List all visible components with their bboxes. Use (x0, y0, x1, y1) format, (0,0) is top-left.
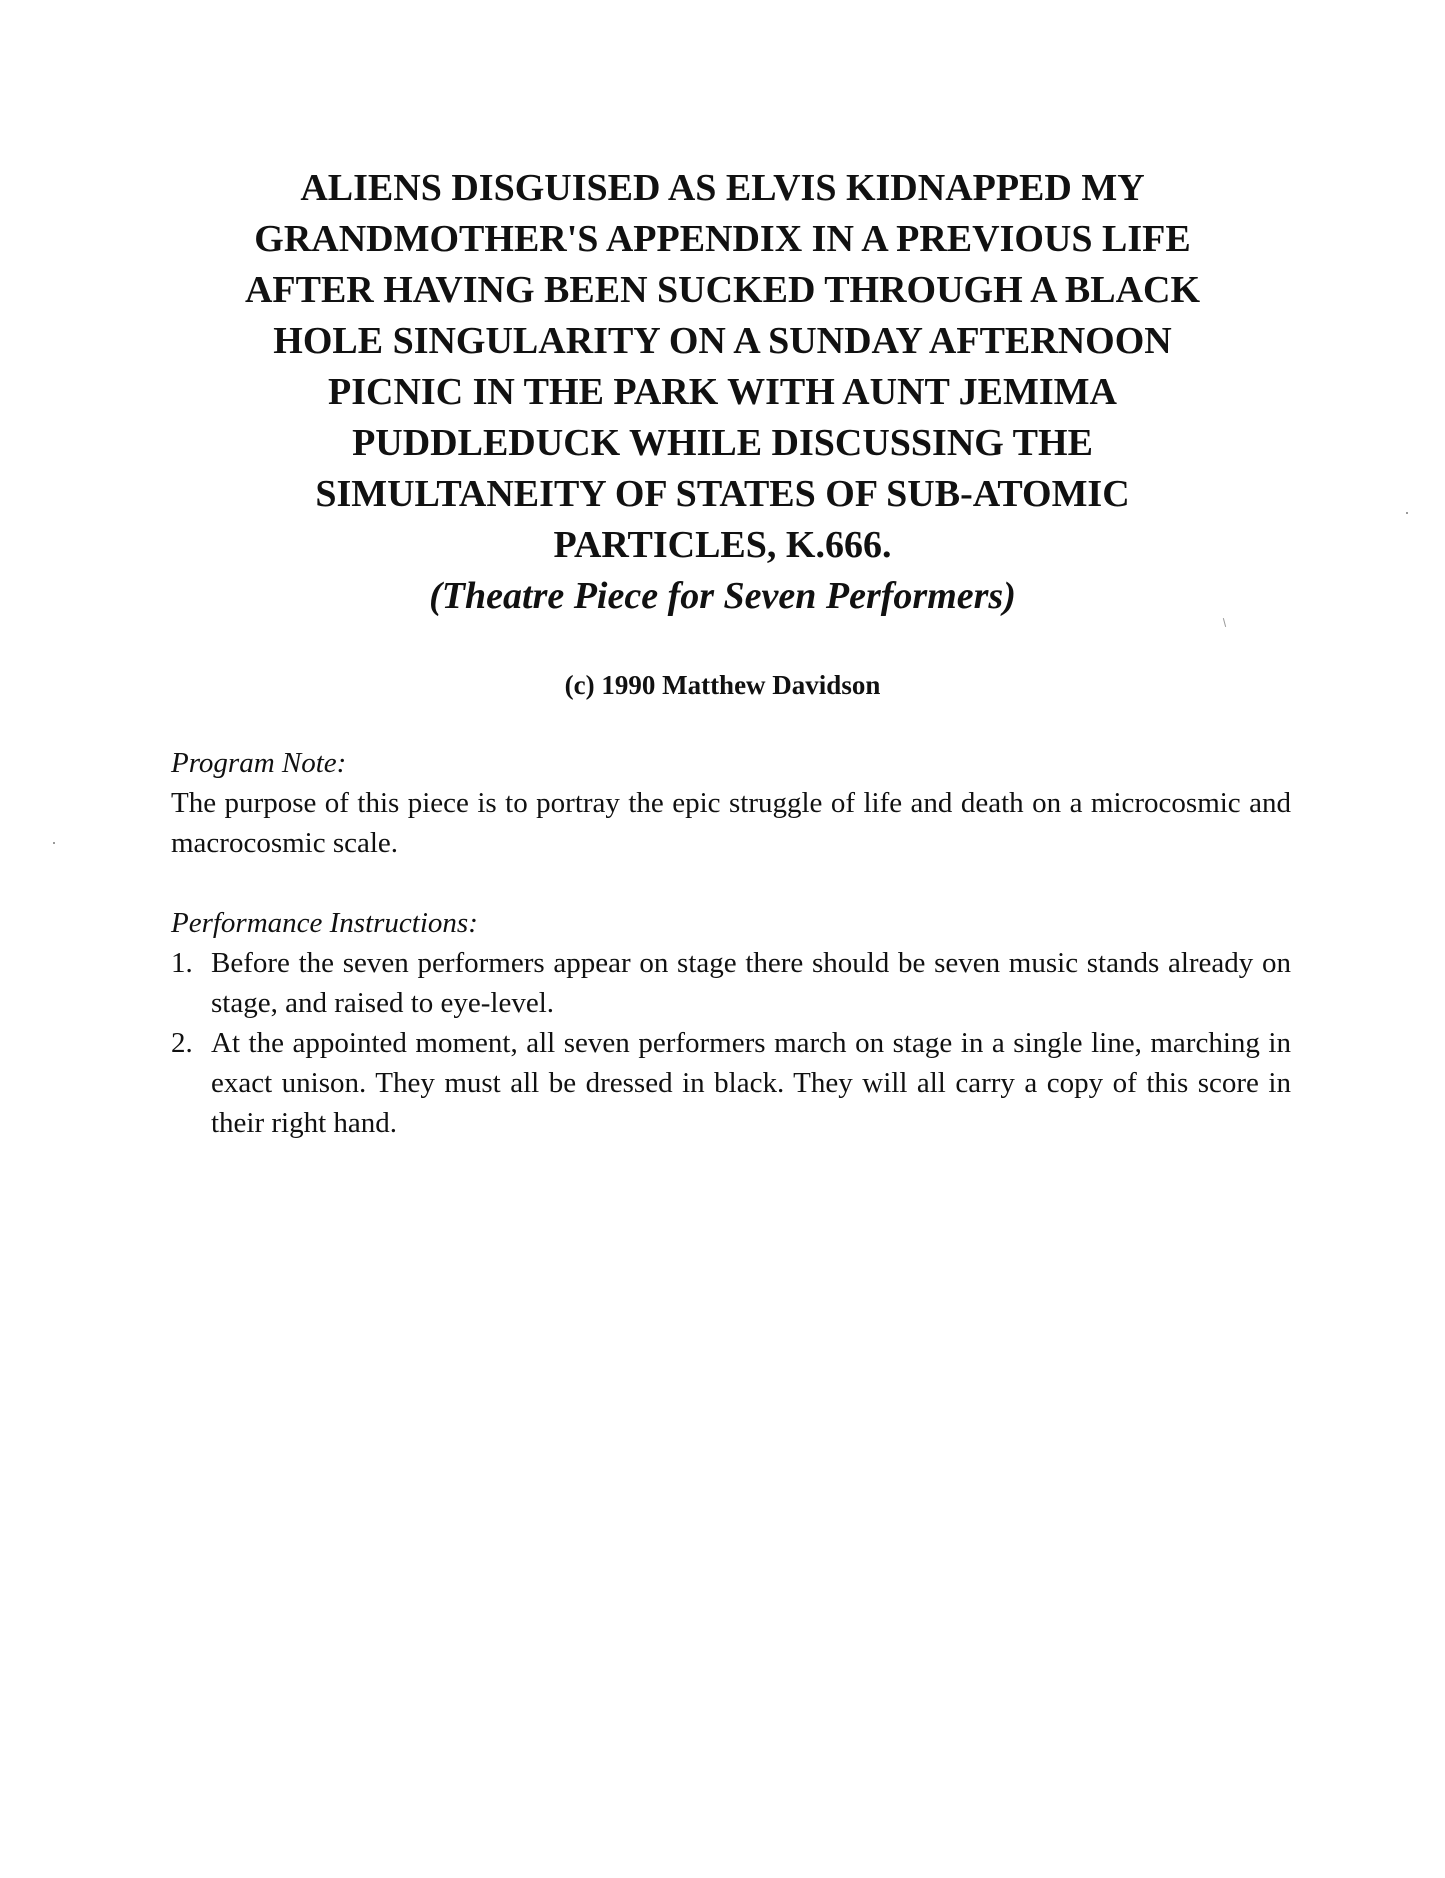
copyright-line: (c) 1990 Matthew Davidson (564, 670, 881, 700)
program-note-heading: Program Note: (171, 747, 347, 779)
instruction-text: Before the seven performers appear on stage there should be seven music stands already on stage, and raised to eye-level. (211, 947, 1291, 1019)
performance-instructions-heading: Performance Instructions: (171, 907, 478, 939)
title-line: AFTER HAVING BEEN SUCKED THROUGH A BLACK (244, 269, 1201, 311)
instruction-item (171, 943, 1291, 1023)
program-note-text: The purpose of this piece is to portray the epic struggle of life and death on a microcosmic and macrocosmic scale. (171, 787, 1291, 859)
title-block (150, 163, 1295, 622)
title-line: HOLE SINGULARITY ON A SUNDAY AFTERNOON (273, 320, 1172, 362)
instruction-number: 2. (171, 1027, 193, 1059)
subtitle: (Theatre Piece for Seven Performers) (429, 575, 1016, 617)
title-line: PICNIC IN THE PARK WITH AUNT JEMIMA (328, 371, 1117, 413)
instruction-item (171, 1023, 1291, 1143)
scan-speck (53, 842, 55, 844)
instruction-number: 1. (171, 947, 193, 979)
title-line: ALIENS DISGUISED AS ELVIS KIDNAPPED MY (300, 167, 1145, 209)
title-line: PUDDLEDUCK WHILE DISCUSSING THE (352, 422, 1093, 464)
program-note-section (171, 743, 1291, 863)
scan-speck (1406, 512, 1408, 514)
title-line: GRANDMOTHER'S APPENDIX IN A PREVIOUS LIFE (254, 218, 1191, 260)
title-line: PARTICLES, K.666. (553, 524, 892, 566)
title-line: SIMULTANEITY OF STATES OF SUB-ATOMIC (315, 473, 1130, 515)
performance-instructions-section (171, 903, 1291, 1143)
instruction-text: At the appointed moment, all seven performers march on stage in a single line, marching in exact unison. They must all be dressed in black. They will all carry a copy of this score in their right hand. (211, 1027, 1291, 1139)
